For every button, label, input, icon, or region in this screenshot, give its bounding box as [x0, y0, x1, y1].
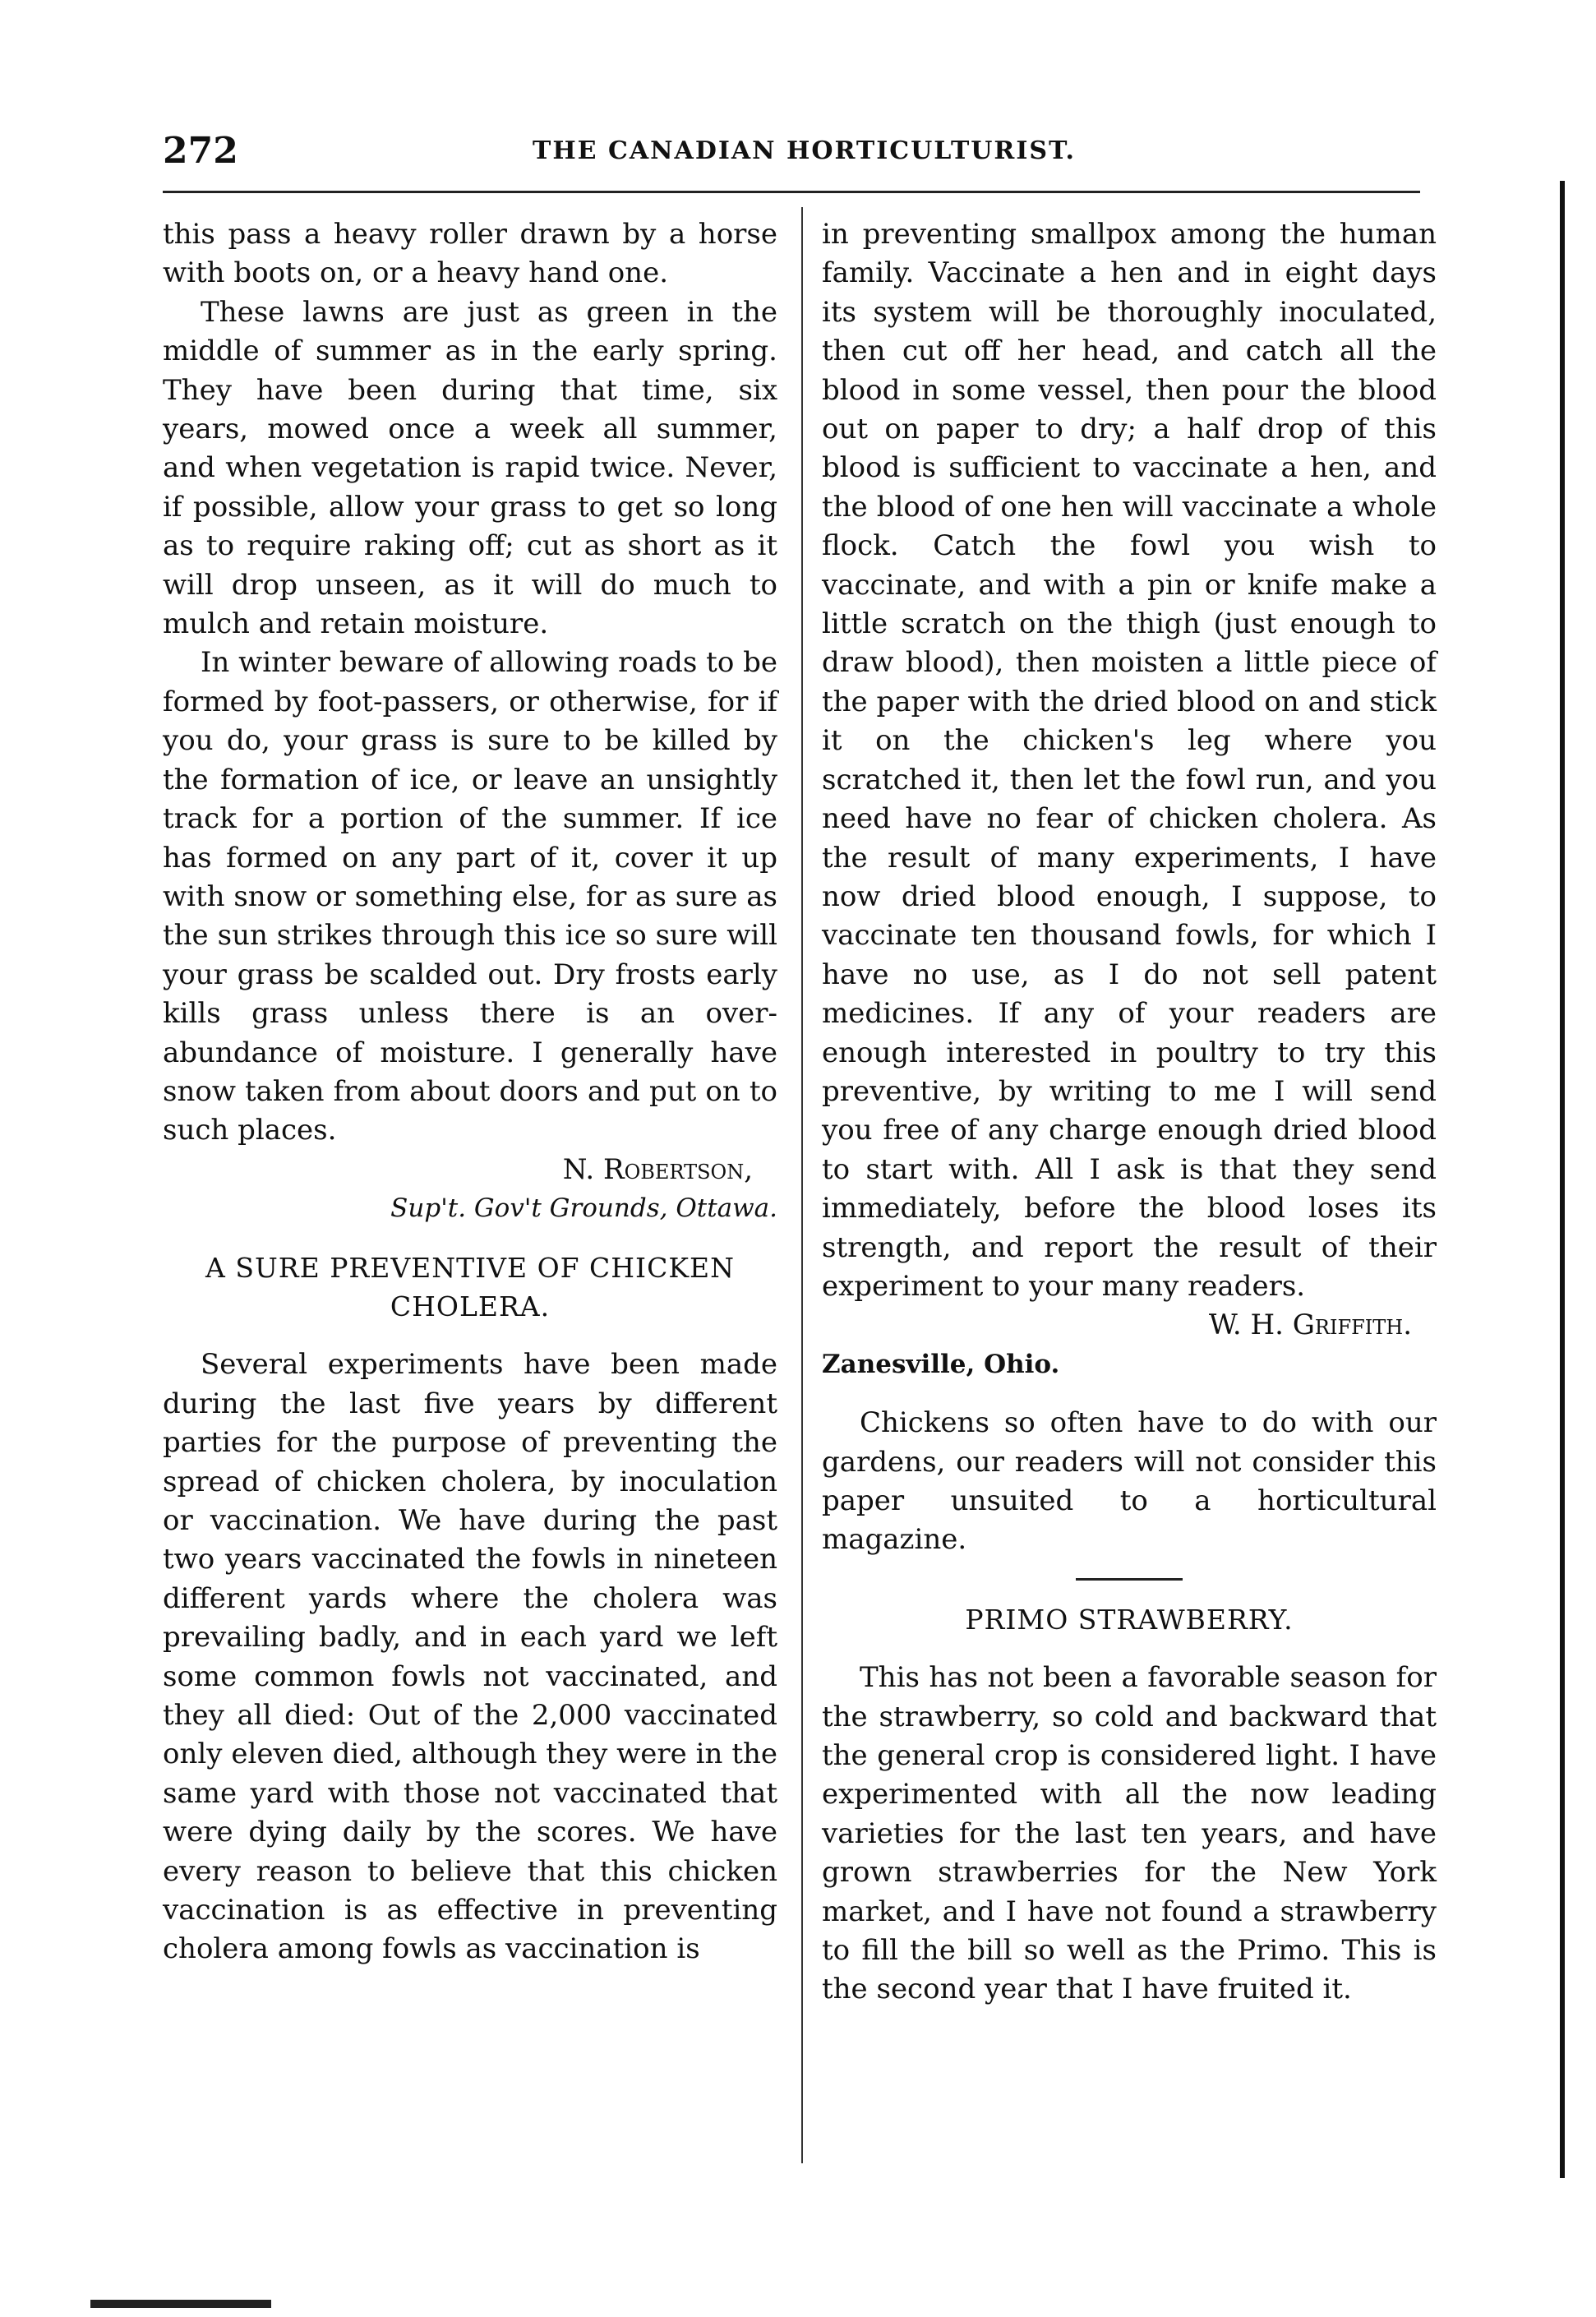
- article-heading: PRIMO STRAWBERRY.: [965, 1603, 1294, 1636]
- spacer: [163, 1326, 777, 1345]
- page-header: [163, 130, 1420, 179]
- page-number: 272: [163, 130, 238, 172]
- left-column: [163, 215, 777, 1969]
- binding-edge: [1560, 181, 1565, 2178]
- paragraph: In winter beware of allowing roads to be formed by foot-passers, or otherwise, for if you do, your grass is sure to be killed by the formation of ice, or leave an unsightly track for a portion of the summer. If ice has formed on any part of it, cover it up with snow or something else, for as sure as the sun strikes through this ice so sure will your grass be scalded out. Dry frosts early kills grass unless there is an over-abundance of moisture. I generally have snow taken from about doors and put on to such places.: [163, 646, 777, 1147]
- scan-artifact: [90, 2300, 271, 2308]
- signature-name: W. H. Griffith.: [1208, 1309, 1412, 1342]
- column-divider: [801, 207, 803, 2163]
- running-title: THE CANADIAN HORTICULTURIST.: [533, 136, 1076, 165]
- paragraph: Several experiments have been made during the last five years by different parties for the purpose of preventing the spread of chicken cholera, by inoculation or vaccination. We have during the past two years vaccinated the fowls in nineteen different yards where the cholera was prevailing badly, and in each yard we left some common fowls not vaccinated, and they all died: Out of the 2,000 vaccinated only eleven died, although they were in the same yard with those not vaccinated that were dying daily by the scores. We have every reason to believe that this chicken vaccination is as effective in preventing cholera among fowls as vaccination is: [163, 1348, 777, 1966]
- spacer: [822, 1384, 1437, 1404]
- section-divider: [1076, 1578, 1183, 1581]
- paragraph: Chickens so often have to do with our gardens, our readers will not consider this paper unsuited to a horticultural magazine.: [822, 1406, 1437, 1557]
- right-column: [822, 215, 1437, 2010]
- signature-title: Sup't. Gov't Grounds, Ottawa.: [390, 1193, 777, 1224]
- paragraph: This has not been a favorable season for the strawberry, so cold and backward that the general crop is considered light. I have experimented with all the now leading varieties for the last ten years, and have grown strawberries for the New York market, and I have not found a strawberry to fill the bill so well as the Primo. This is the second year that I have fruited it.: [822, 1661, 1437, 2006]
- paragraph: this pass a heavy roller drawn by a horse with boots on, or a heavy hand one.: [163, 218, 777, 290]
- paragraph: in preventing smallpox among the human family. Vaccinate a hen and in eight days its system will be thoroughly inoculated, then cut off her head, and catch all the blood in some vessel, then pour the blood out on paper to dry; a half drop of this blood is sufficient to vaccinate a hen, and the blood of one hen will vaccinate a whole flock. Catch the fowl you wish to vaccinate, and with a pin or knife make a little scratch on the thigh (just enough to draw blood), then moisten a little piece of the paper with the dried blood on and stick it on the chicken's leg where you scratched it, then let the fowl run, and you need have no fear of chicken cholera. As the result of many experiments, I have now dried blood enough, I suppose, to vaccinate ten thousand fowls, for which I have no use, as I do not sell patent medicines. If any of your readers are enough interested in poultry to try this preventive, by writing to me I will send you free of any charge enough dried blood to start with. All I ask is that they send immediately, before the blood loses its strength, and report the result of their experiment to your many readers.: [822, 218, 1437, 1303]
- signature-name: N. Robertson,: [562, 1152, 753, 1186]
- paragraph: These lawns are just as green in the middle of summer as in the early spring. They have been during that time, six years, mowed once a week all summer, and when vegetation is rapid twice. Never, if possible, allow your grass to get so long as to require raking off; cut as short as it will drop unseen, as it will do much to mulch and retain moisture.: [163, 295, 777, 641]
- article-heading: A SURE PREVENTIVE OF CHICKEN CHOLERA.: [205, 1251, 735, 1322]
- signature-place: Zanesville, Ohio.: [822, 1349, 1060, 1379]
- spacer: [822, 1639, 1437, 1659]
- spacer: [163, 1229, 777, 1249]
- header-rule: [163, 191, 1420, 193]
